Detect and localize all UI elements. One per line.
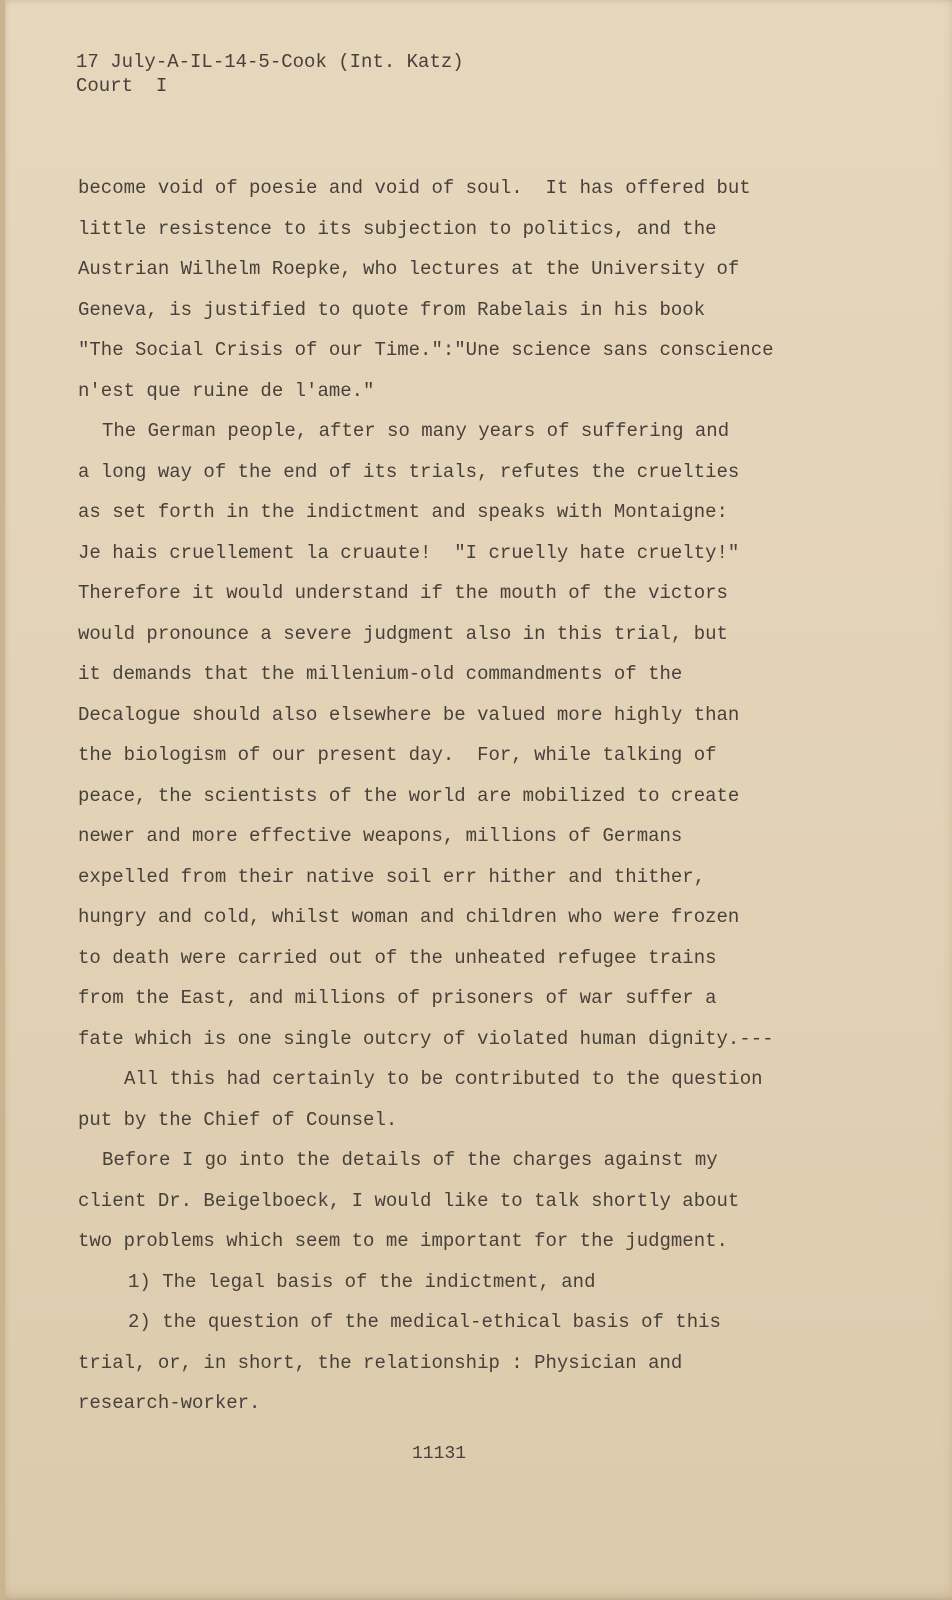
text-line: n'est que ruine de l'ame." xyxy=(78,379,375,402)
text-line: Before I go into the details of the charges against my xyxy=(102,1149,718,1171)
text-line: Je hais cruellement la cruaute! "I cruelly hate cruelty!" xyxy=(78,541,740,564)
text-line: hungry and cold, whilst woman and children who were frozen xyxy=(78,906,740,928)
text-line: newer and more effective weapons, millions of Germans xyxy=(78,825,683,847)
text-line: it demands that the millenium-old commandments of the xyxy=(78,663,683,685)
page-number: 11131 xyxy=(412,1444,467,1464)
text-line: a long way of the end of its trials, refutes the cruelties xyxy=(78,460,740,483)
text-line: two problems which seem to me important for the judgment. xyxy=(78,1230,728,1252)
text-line: little resistence to its subjection to politics, and the xyxy=(78,217,717,240)
text-line: fate which is one single outcry of violated human dignity.--- xyxy=(78,1027,774,1050)
text-line: 1) The legal basis of the indictment, and xyxy=(128,1270,596,1293)
text-line: Therefore it would understand if the mouth of the victors xyxy=(78,582,728,604)
text-line: as set forth in the indictment and speaks with Montaigne: xyxy=(78,501,728,523)
text-line: "The Social Crisis of our Time.":"Une science sans conscience xyxy=(78,339,774,361)
text-line: trial, or, in short, the relationship : Physician and xyxy=(78,1351,683,1374)
text-line: the biologism of our present day. For, while talking of xyxy=(78,744,717,766)
paper-edge xyxy=(0,0,5,1600)
body-text xyxy=(78,168,878,1424)
text-line: All this had certainly to be contributed to the question xyxy=(124,1068,763,1090)
text-line: research-worker. xyxy=(78,1392,261,1414)
text-line: Geneva, is justified to quote from Rabelais in his book xyxy=(78,298,706,321)
text-line: become void of poesie and void of soul. It has offered but xyxy=(78,177,751,199)
text-line: client Dr. Beigelboeck, I would like to talk shortly about xyxy=(78,1189,740,1212)
header-reference: 17 July-A-IL-14-5-Cook (Int. Katz) xyxy=(76,51,464,73)
document-header xyxy=(76,50,464,98)
text-line: The German people, after so many years of suffering and xyxy=(102,420,730,442)
text-line: to death were carried out of the unheated refugee trains xyxy=(78,946,717,969)
text-line: would pronounce a severe judgment also in this trial, but xyxy=(78,622,728,645)
text-line: expelled from their native soil err hither and thither, xyxy=(78,865,706,888)
text-line: put by the Chief of Counsel. xyxy=(78,1108,398,1131)
text-line: Decalogue should also elsewhere be valued more highly than xyxy=(78,703,740,726)
text-line: from the East, and millions of prisoners of war suffer a xyxy=(78,987,717,1009)
text-line: Austrian Wilhelm Roepke, who lectures at the University of xyxy=(78,258,740,280)
text-line: 2) the question of the medical-ethical basis of this xyxy=(128,1311,721,1333)
text-line: peace, the scientists of the world are mobilized to create xyxy=(78,784,740,807)
header-court: Court I xyxy=(76,75,168,97)
